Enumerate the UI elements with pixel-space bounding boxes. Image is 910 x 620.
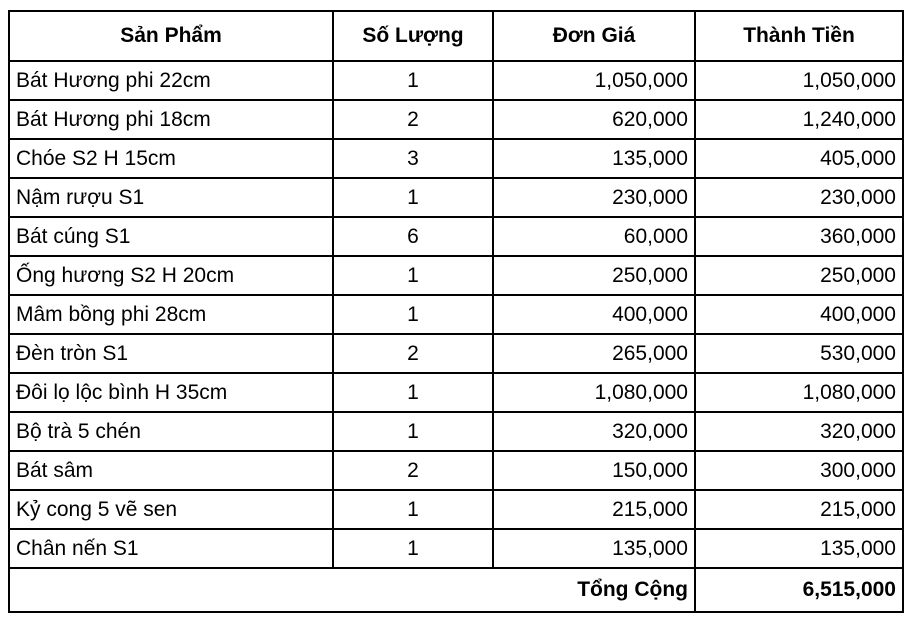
header-unit-price: Đơn Giá bbox=[493, 11, 695, 61]
quantity-cell: 2 bbox=[333, 334, 493, 373]
quantity-cell: 1 bbox=[333, 295, 493, 334]
line-total-cell: 300,000 bbox=[695, 451, 903, 490]
product-name-cell: Bát Hương phi 18cm bbox=[9, 100, 333, 139]
quantity-cell: 1 bbox=[333, 256, 493, 295]
quantity-cell: 1 bbox=[333, 490, 493, 529]
line-total-cell: 1,050,000 bbox=[695, 61, 903, 100]
line-total-cell: 215,000 bbox=[695, 490, 903, 529]
table-row bbox=[9, 373, 903, 412]
table-row bbox=[9, 256, 903, 295]
header-product: Sản Phẩm bbox=[9, 11, 333, 61]
table-row bbox=[9, 529, 903, 568]
unit-price-cell: 400,000 bbox=[493, 295, 695, 334]
quantity-cell: 1 bbox=[333, 412, 493, 451]
line-total-cell: 135,000 bbox=[695, 529, 903, 568]
line-total-cell: 250,000 bbox=[695, 256, 903, 295]
product-name-cell: Đèn tròn S1 bbox=[9, 334, 333, 373]
quantity-cell: 1 bbox=[333, 61, 493, 100]
header-row bbox=[9, 11, 903, 61]
quantity-cell: 6 bbox=[333, 217, 493, 256]
quantity-cell: 1 bbox=[333, 529, 493, 568]
line-total-cell: 230,000 bbox=[695, 178, 903, 217]
total-label: Tổng Cộng bbox=[9, 568, 695, 612]
line-total-cell: 530,000 bbox=[695, 334, 903, 373]
quantity-cell: 2 bbox=[333, 100, 493, 139]
line-total-cell: 405,000 bbox=[695, 139, 903, 178]
unit-price-cell: 230,000 bbox=[493, 178, 695, 217]
total-row bbox=[9, 568, 903, 612]
table-row bbox=[9, 100, 903, 139]
product-name-cell: Chân nến S1 bbox=[9, 529, 333, 568]
line-total-cell: 1,240,000 bbox=[695, 100, 903, 139]
unit-price-cell: 60,000 bbox=[493, 217, 695, 256]
quantity-cell: 1 bbox=[333, 373, 493, 412]
quantity-cell: 2 bbox=[333, 451, 493, 490]
product-name-cell: Bát sâm bbox=[9, 451, 333, 490]
table-row bbox=[9, 451, 903, 490]
table-row bbox=[9, 412, 903, 451]
unit-price-cell: 320,000 bbox=[493, 412, 695, 451]
invoice-table bbox=[8, 10, 904, 613]
product-name-cell: Nậm rượu S1 bbox=[9, 178, 333, 217]
product-name-cell: Đôi lọ lộc bình H 35cm bbox=[9, 373, 333, 412]
unit-price-cell: 265,000 bbox=[493, 334, 695, 373]
line-total-cell: 320,000 bbox=[695, 412, 903, 451]
table-row bbox=[9, 334, 903, 373]
unit-price-cell: 150,000 bbox=[493, 451, 695, 490]
unit-price-cell: 135,000 bbox=[493, 529, 695, 568]
product-name-cell: Kỷ cong 5 vẽ sen bbox=[9, 490, 333, 529]
product-name-cell: Chóe S2 H 15cm bbox=[9, 139, 333, 178]
header-line-total: Thành Tiền bbox=[695, 11, 903, 61]
table-row bbox=[9, 139, 903, 178]
product-name-cell: Mâm bồng phi 28cm bbox=[9, 295, 333, 334]
table-row bbox=[9, 178, 903, 217]
quantity-cell: 1 bbox=[333, 178, 493, 217]
table-row bbox=[9, 295, 903, 334]
item-rows bbox=[9, 61, 903, 568]
table-row bbox=[9, 217, 903, 256]
product-name-cell: Bộ trà 5 chén bbox=[9, 412, 333, 451]
product-name-cell: Bát cúng S1 bbox=[9, 217, 333, 256]
unit-price-cell: 620,000 bbox=[493, 100, 695, 139]
total-value: 6,515,000 bbox=[695, 568, 903, 612]
product-name-cell: Bát Hương phi 22cm bbox=[9, 61, 333, 100]
unit-price-cell: 1,050,000 bbox=[493, 61, 695, 100]
unit-price-cell: 215,000 bbox=[493, 490, 695, 529]
unit-price-cell: 1,080,000 bbox=[493, 373, 695, 412]
product-name-cell: Ống hương S2 H 20cm bbox=[9, 256, 333, 295]
unit-price-cell: 135,000 bbox=[493, 139, 695, 178]
line-total-cell: 360,000 bbox=[695, 217, 903, 256]
line-total-cell: 1,080,000 bbox=[695, 373, 903, 412]
line-total-cell: 400,000 bbox=[695, 295, 903, 334]
table-row bbox=[9, 61, 903, 100]
quantity-cell: 3 bbox=[333, 139, 493, 178]
unit-price-cell: 250,000 bbox=[493, 256, 695, 295]
table-row bbox=[9, 490, 903, 529]
header-quantity: Số Lượng bbox=[333, 11, 493, 61]
